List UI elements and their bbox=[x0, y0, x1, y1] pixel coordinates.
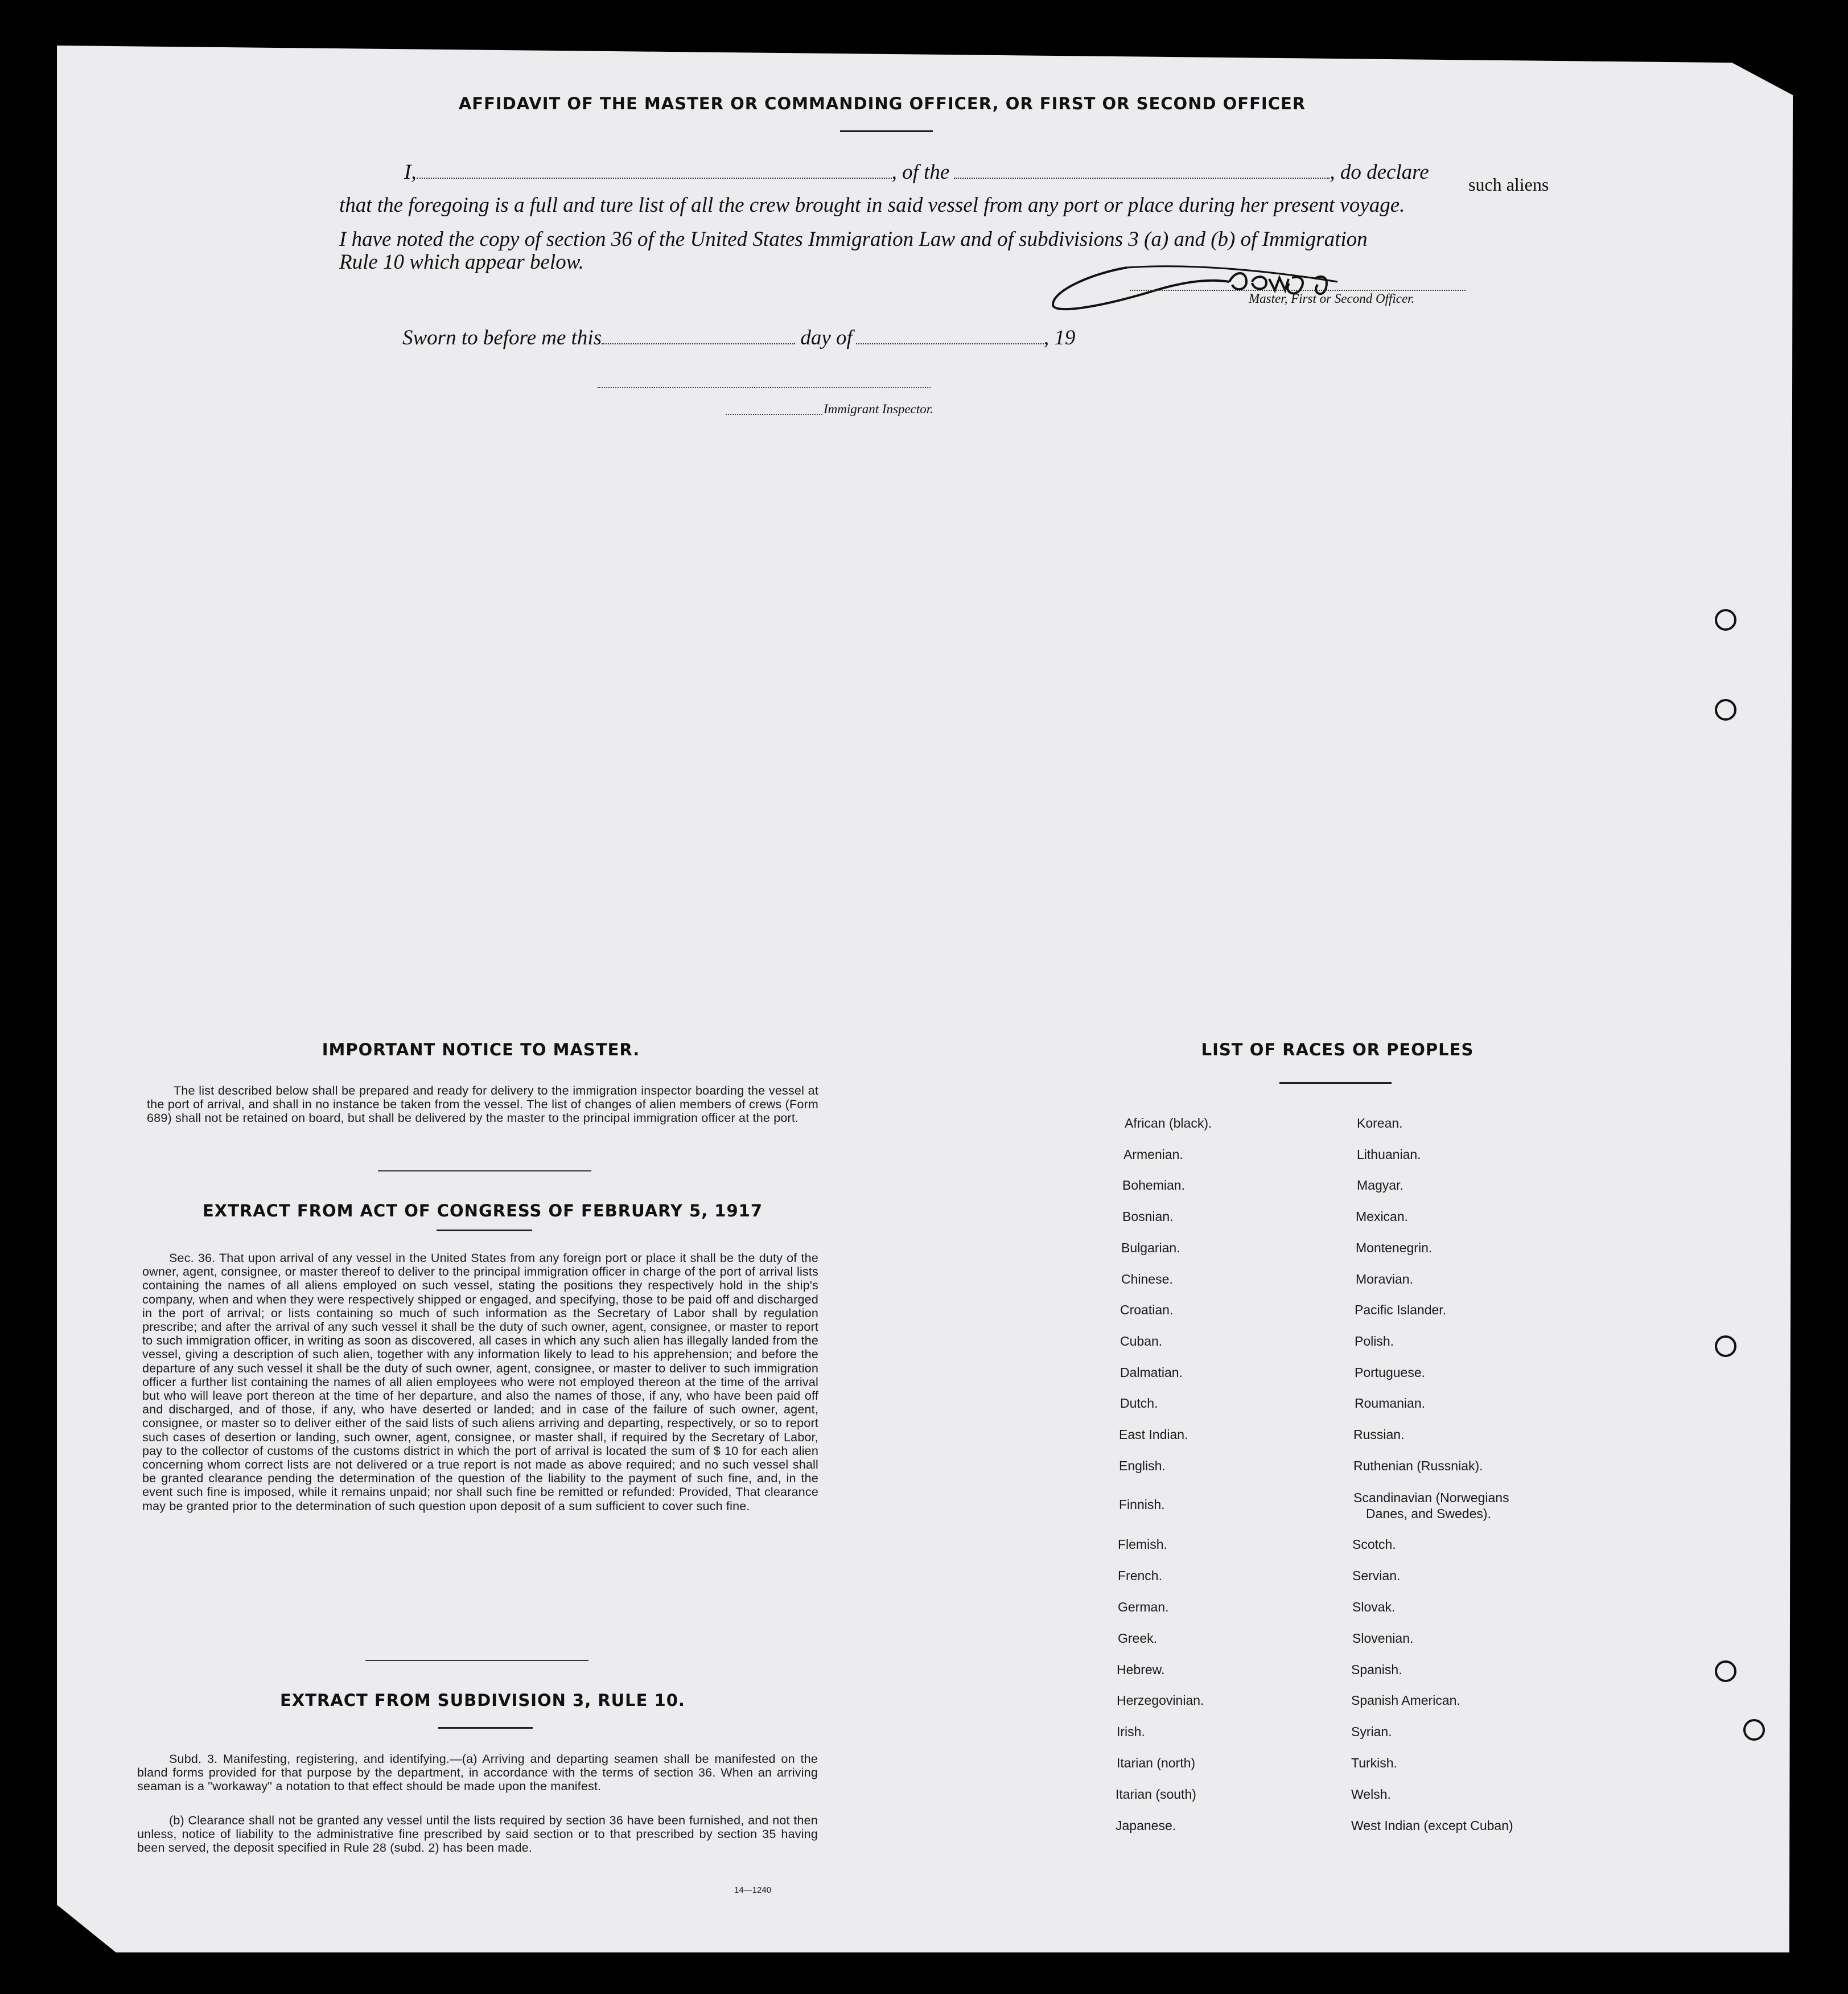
act-title: EXTRACT FROM ACT OF CONGRESS OF FEBRUARY 5, 1917 bbox=[202, 1201, 763, 1220]
rule-underline bbox=[438, 1727, 533, 1729]
punch-hole bbox=[1715, 1335, 1736, 1357]
race-item: Polish. bbox=[1355, 1334, 1394, 1348]
sworn-month-blank bbox=[856, 328, 1044, 344]
race-item: Croatian. bbox=[1120, 1302, 1174, 1317]
rule-para-b: (b) Clearance shall not be granted any vessel until the lists required by section 36 have been furnished, and not then unless, notice of liability to the administrative fine prescribed by said section or to that prescribed by section 35 having been served, the deposit specified in Rule 28 (subd. 2) has been made. bbox=[137, 1814, 818, 1855]
sworn-day-of: day of bbox=[800, 326, 853, 350]
race-item: Itarian (south) bbox=[1116, 1787, 1196, 1802]
handwritten-note: such aliens bbox=[1468, 174, 1549, 195]
race-item: East Indian. bbox=[1119, 1427, 1188, 1442]
affidavit-line-1 bbox=[404, 155, 1554, 195]
races-underline bbox=[1279, 1082, 1392, 1084]
rule-para-a: Subd. 3. Manifesting, registering, and identifying.—(a) Arriving and departing seamen shall be manifested on the bland forms provided for that purpose by the department, in accordance with the terms of section 36. When an arriving seaman is a "workaway" a notation to that effect should be made upon the manifest. bbox=[137, 1752, 818, 1794]
affidavit-of-the: , of the bbox=[891, 161, 950, 184]
race-item: Chinese. bbox=[1121, 1272, 1173, 1286]
inspector-caption: Immigrant Inspector. bbox=[824, 402, 933, 416]
punch-hole bbox=[1743, 1719, 1765, 1741]
race-item: Servian. bbox=[1352, 1568, 1401, 1583]
affidavit-line-3: I have noted the copy of section 36 of the United States Immigration Law and of subdivisions 3 (a) and (b) of Immigration bbox=[339, 228, 1368, 251]
race-item: Japanese. bbox=[1116, 1818, 1176, 1833]
form-number: 14—1240 bbox=[734, 1885, 772, 1895]
vessel-blank bbox=[954, 163, 1330, 179]
sworn-day-blank bbox=[602, 328, 795, 344]
race-item: Welsh. bbox=[1351, 1787, 1391, 1802]
race-item: Lithuanian. bbox=[1357, 1147, 1421, 1162]
notice-title: IMPORTANT NOTICE TO MASTER. bbox=[322, 1040, 640, 1059]
inspector-line-1 bbox=[598, 386, 931, 388]
race-item: Roumanian. bbox=[1355, 1396, 1426, 1411]
race-item: Greek. bbox=[1118, 1631, 1158, 1646]
officer-signature bbox=[1042, 250, 1474, 319]
punch-hole bbox=[1715, 609, 1736, 631]
race-item: Bulgarian. bbox=[1121, 1240, 1180, 1255]
signature-caption: Master, First or Second Officer. bbox=[1249, 291, 1415, 306]
race-item: Ruthenian (Russniak). bbox=[1353, 1458, 1483, 1473]
sworn-year: , 19 bbox=[1043, 326, 1076, 350]
section-divider bbox=[365, 1660, 588, 1661]
race-item: Spanish American. bbox=[1351, 1693, 1460, 1708]
inspector-line-2 bbox=[726, 413, 822, 415]
rule-title: EXTRACT FROM SUBDIVISION 3, RULE 10. bbox=[280, 1691, 685, 1710]
race-item: Irish. bbox=[1117, 1724, 1145, 1739]
race-item: Pacific Islander. bbox=[1355, 1302, 1447, 1317]
affidavit-line-4: Rule 10 which appear below. bbox=[339, 250, 584, 274]
affidavit-title: AFFIDAVIT OF THE MASTER OR COMMANDING OFFICER, OR FIRST OR SECOND OFFICER bbox=[458, 94, 1306, 113]
notice-text: The list described below shall be prepared and ready for delivery to the immigration inspector boarding the vessel at the port of arrival, and shall in no instance be taken from the vessel. The list of changes of alien members of crews (Form 689) shall not be retained on board, but shall be delivered by the master to the principal immigration officer at the port. bbox=[147, 1084, 818, 1125]
race-item: Spanish. bbox=[1351, 1662, 1402, 1677]
race-item: Itarian (north) bbox=[1117, 1755, 1196, 1770]
affidavit-i: I, bbox=[404, 161, 417, 184]
punch-hole bbox=[1715, 1660, 1736, 1682]
name-blank bbox=[417, 163, 892, 179]
race-item: Bosnian. bbox=[1122, 1209, 1174, 1224]
race-item: Hebrew. bbox=[1117, 1662, 1165, 1677]
race-item: Bohemian. bbox=[1122, 1178, 1185, 1193]
signature-line bbox=[1130, 289, 1466, 291]
race-item: Montenegrin. bbox=[1356, 1240, 1433, 1255]
race-item: Syrian. bbox=[1351, 1724, 1392, 1739]
affidavit-declare: , do declare bbox=[1330, 161, 1429, 184]
race-item: Turkish. bbox=[1351, 1755, 1397, 1770]
race-item: Cuban. bbox=[1120, 1334, 1163, 1348]
act-section-36: Sec. 36. That upon arrival of any vessel in the United States from any foreign port or place it shall be the duty of the owner, agent, consignee, or master thereof to deliver to the principal immigration officer in charge of the port of arrival lists containing the names of all aliens employed on such vessel, stating the positions they respectively hold in the ship's company, when and when they were respectively shipped or engaged, and specifying, those to be paid off and discharged in the port of arrival; or lists containing so much of such information as the Secretary of Labor shall by regulation prescribe; and after the arrival of any such vessel it shall be the duty of such owner, agent, consignee, or master to report to such immigration officer, in writing as soon as discovered, all cases in which any such alien has illegally landed from the vessel, giving a description of such alien, together with any information likely to lead to his apprehension; and before the departure of any such vessel it shall be the duty of such owner, agent, consignee, or master to deliver to such immigration officer a further list containing the names of all alien employees who were not employed thereon at the time of the arrival but who will leave port thereon at the time of her departure, and also the names of those, if any, who have been paid off and discharged, and of those, if any, who have deserted or landed; and in case of the failure of such owner, agent, consignee, or master so to deliver either of the said lists of such aliens arriving and departing, respectively, or so to report such cases of desertion or landing, such owner, agent, consignee, or master shall, if required by the Secretary of Labor, pay to the collector of customs of the customs district in which the port of arrival is located the sum of $ 10 for each alien concerning whom correct lists are not delivered or a true report is not made as above required; and no such vessel shall be granted clearance pending the determination of the question of the liability to the payment of such fine, and, in the event such fine is imposed, while it remains unpaid; nor shall such fine be remitted or refunded: Provided, That clearance may be granted prior to the determination of such question upon deposit of a sum sufficient to cover such fine. bbox=[142, 1251, 818, 1513]
race-item: Herzegovinian. bbox=[1117, 1693, 1204, 1708]
section-divider bbox=[378, 1170, 591, 1171]
title-underline bbox=[840, 130, 933, 132]
race-item: Armenian. bbox=[1123, 1147, 1183, 1162]
race-item: German. bbox=[1118, 1600, 1169, 1614]
race-item: Slovenian. bbox=[1352, 1631, 1414, 1646]
race-item: African (black). bbox=[1125, 1116, 1212, 1130]
races-title: LIST OF RACES OR PEOPLES bbox=[1201, 1040, 1474, 1059]
sworn-prefix: Sworn to before me this bbox=[402, 326, 602, 350]
race-item: Flemish. bbox=[1118, 1537, 1167, 1552]
act-underline bbox=[437, 1230, 532, 1231]
race-item: Mexican. bbox=[1356, 1209, 1409, 1224]
race-item: Slovak. bbox=[1352, 1600, 1396, 1614]
punch-hole bbox=[1715, 699, 1736, 721]
race-item: Scandinavian (Norwegians bbox=[1353, 1490, 1509, 1505]
race-item: West Indian (except Cuban) bbox=[1351, 1818, 1513, 1833]
affidavit-line-2: that the foregoing is a full and ture list of all the crew brought in said vessel from any port or place during her present voyage. bbox=[339, 194, 1405, 217]
race-item: Moravian. bbox=[1356, 1272, 1413, 1286]
race-item: English. bbox=[1119, 1458, 1166, 1473]
race-item: Portuguese. bbox=[1355, 1365, 1426, 1380]
race-item: Danes, and Swedes). bbox=[1366, 1506, 1491, 1521]
race-item: French. bbox=[1118, 1568, 1162, 1583]
race-item: Russian. bbox=[1353, 1427, 1405, 1442]
race-item: Finnish. bbox=[1119, 1497, 1165, 1512]
sworn-line bbox=[402, 320, 1075, 355]
race-item: Dutch. bbox=[1120, 1396, 1158, 1411]
race-item: Korean. bbox=[1357, 1116, 1403, 1130]
race-item: Scotch. bbox=[1352, 1537, 1396, 1552]
race-item: Magyar. bbox=[1357, 1178, 1404, 1193]
race-item: Dalmatian. bbox=[1120, 1365, 1183, 1380]
